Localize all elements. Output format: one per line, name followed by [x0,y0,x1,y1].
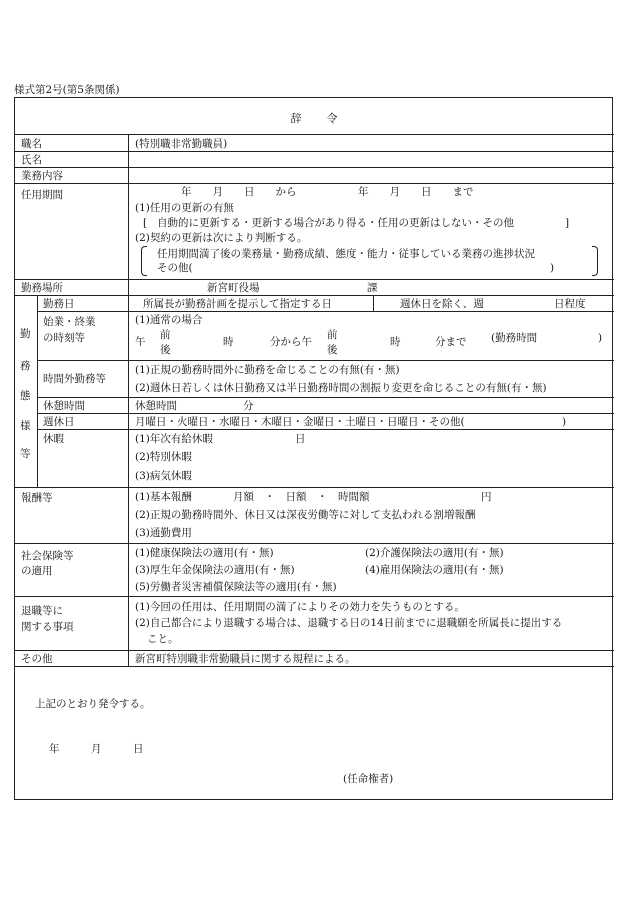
footer-statement: 上記のとおり発令する。 [35,698,151,710]
label-shukyu: 週休日 [43,416,75,428]
shigyo-zen2: 前 [327,329,338,341]
shigyo-ato: 後 [160,344,171,356]
label-hoshu: 報酬等 [21,492,53,504]
shakai-l1b: (2)介護保険法の適用(有・無) [365,547,504,559]
rule [15,666,614,667]
shigyo-ji: 時 [223,336,234,348]
rule [37,311,614,312]
rule [37,397,614,398]
rule [15,134,614,135]
kyuka-nichi: 日 [295,433,306,445]
judge-line2-close: ) [550,262,555,274]
renew-title: (1)任用の更新の有無 [135,202,234,214]
sonota-value: 新宮町特別職非常勤職員に関する規程による。 [135,653,356,665]
kyuka-line1: (1)年次有給休暇 [135,433,213,445]
label-taiyo-5: 等 [20,448,31,460]
rule [15,487,614,488]
jikangai-line2: (2)週休日若しくは休日勤務又は半日勤務時間の割振り変更を命じることの有無(有・無) [135,382,547,394]
shigyo-fun-kara: 分から午 [270,336,312,348]
rule [37,360,614,361]
label-taishoku-1: 退職等に [21,605,63,617]
rule [15,279,614,280]
label-kyuka: 休暇 [43,433,64,445]
shakai-l2a: (3)厚生年金保険法の適用(有・無) [135,564,295,576]
label-shakai-1: 社会保険等 [21,550,74,562]
shigyo-zen: 前 [160,329,171,341]
label-kinmubi: 勤務日 [43,298,75,310]
kinmubi-value1: 所属長が勤務計画を提示して指定する日 [143,298,332,310]
kinmubi-value3: 日程度 [554,298,586,310]
label-shokumei: 職名 [21,138,42,150]
rule [37,413,614,414]
office-ka: 課 [367,282,378,294]
rule [373,295,374,311]
renew-options: 自動的に更新する・更新する場合があり得る・任用の更新はしない・その他 [157,217,514,229]
hoshu-line3: (3)通勤費用 [135,527,192,539]
rule [15,183,614,184]
shigyo-case: (1)通常の場合 [135,314,203,326]
hoshu-line2: (2)正規の勤務時間外、休日又は深夜労働等に対して支払われる割増報酬 [135,509,476,521]
label-kyukei: 休憩時間 [43,400,85,412]
rule [15,151,614,152]
label-shakai-2: の適用 [21,565,53,577]
bracket-left [141,246,147,276]
period-from: 年 月 日 から [181,186,297,198]
shigyo-kinmujikan: (勤務時間 [491,332,538,344]
label-taiyo-2: 務 [20,360,31,372]
shigyo-go: 午 [135,336,146,348]
kinmubi-value2: 週休日を除く、週 [400,298,484,310]
kyuka-line3: (3)病気休暇 [135,470,192,482]
judge-line2: その他( [157,262,193,274]
shakai-l3: (5)労働者災害補償保険法等の適用(有・無) [135,581,337,593]
shakai-l2b: (4)雇用保険法の適用(有・無) [365,564,504,576]
label-jikangai: 時間外勤務等 [43,373,106,385]
shukyu-close: ) [562,416,567,428]
office-name: 新宮町役場 [207,282,260,294]
judge-line1: 任用期間満了後の業務量・勤務成績、態度・能力・従事している業務の進捗状況 [157,248,535,260]
hoshu-yen: 円 [481,491,492,503]
jikangai-line1: (1)正規の勤務時間外に勤務を命じることの有無(有・無) [135,364,400,376]
footer-appointer: (任命権者) [343,773,394,785]
label-shigyo-2: の時刻等 [43,332,85,344]
label-taiyo-3: 態 [20,390,31,402]
shukyu-value: 月曜日・火曜日・水曜日・木曜日・金曜日・土曜日・日曜日・その他( [135,416,465,428]
label-shimei: 氏名 [21,154,42,166]
form-title: 辞 令 [290,112,339,125]
renew-open: [ [143,217,148,229]
rule [15,650,614,651]
rule [15,167,614,168]
label-taiyo-4: 様 [20,420,31,432]
kyukei-fun: 分 [243,400,254,412]
kyukei-value: 休憩時間 [135,400,177,412]
shigyo-fun-made: 分まで [435,336,467,348]
hoshu-line1: (1)基本報酬 [135,491,192,503]
shigyo-ji2: 時 [390,336,401,348]
shigyo-kinmujikan-close: ) [598,332,603,344]
taishoku-line1: (1)今回の任用は、任用期間の満了によりその効力を失うものとする。 [135,601,465,613]
renew-close: ] [565,217,570,229]
label-gyomu: 業務内容 [21,170,63,182]
label-kinmubasho: 勤務場所 [21,282,63,294]
taishoku-line2b: こと。 [147,633,179,645]
value-shokumei: (特別職非常勤職員) [135,138,228,150]
shakai-l1a: (1)健康保険法の適用(有・無) [135,547,274,559]
taishoku-line2: (2)自己都合により退職する場合は、退職する日の14日前までに退職願を所属長に提出する [135,617,563,629]
judge-title: (2)契約の更新は次により判断する。 [135,232,308,244]
kyuka-line2: (2)特別休暇 [135,451,192,463]
label-taishoku-2: 関する事項 [21,621,74,633]
rule [15,596,614,597]
form-number: 様式第2号(第5条関係) [14,84,120,96]
rule [37,295,38,487]
rule [15,295,614,296]
rule [128,134,129,666]
rule [37,429,614,430]
appointment-form [14,97,613,800]
label-shigyo-1: 始業・終業 [43,316,96,328]
bracket-right [592,246,598,276]
rule [15,543,614,544]
footer-date: 年 月 日 [49,743,144,755]
label-taiyo-1: 勤 [20,328,31,340]
period-to: 年 月 日 まで [358,186,474,198]
label-sonota: その他 [21,653,53,665]
hoshu-line1-opts: 月額 ・ 日額 ・ 時間額 [233,491,370,503]
shigyo-ato2: 後 [327,344,338,356]
label-ninyo: 任用期間 [21,189,63,201]
